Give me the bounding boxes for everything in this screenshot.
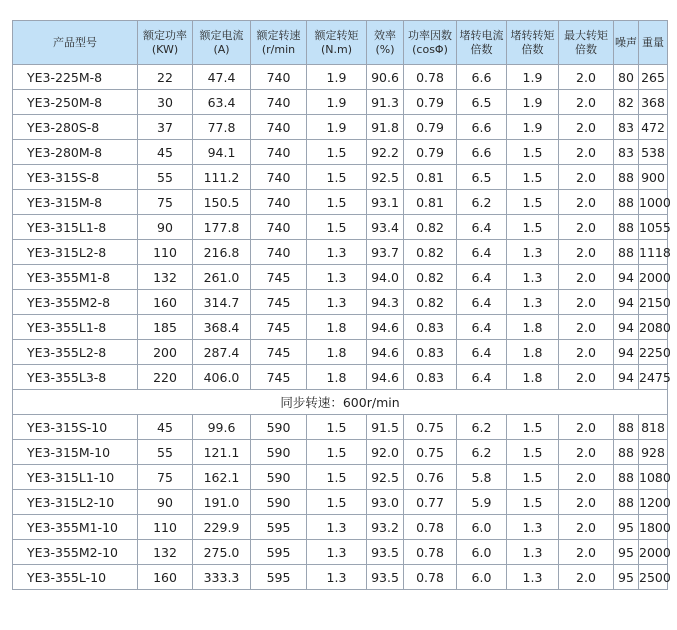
value-cell: 2.0 bbox=[559, 165, 614, 190]
value-cell: 1.3 bbox=[307, 565, 367, 590]
value-cell: 314.7 bbox=[193, 290, 251, 315]
value-cell: 94.3 bbox=[367, 290, 404, 315]
value-cell: 95 bbox=[614, 540, 639, 565]
model-cell: YE3-355M1-10 bbox=[13, 515, 138, 540]
value-cell: 45 bbox=[138, 415, 193, 440]
value-cell: 216.8 bbox=[193, 240, 251, 265]
value-cell: 2.0 bbox=[559, 190, 614, 215]
value-cell: 1000 bbox=[639, 190, 668, 215]
table-row bbox=[13, 515, 668, 540]
value-cell: 47.4 bbox=[193, 65, 251, 90]
value-cell: 261.0 bbox=[193, 265, 251, 290]
value-cell: 6.0 bbox=[457, 515, 507, 540]
value-cell: 177.8 bbox=[193, 215, 251, 240]
model-cell: YE3-280M-8 bbox=[13, 140, 138, 165]
value-cell: 2250 bbox=[639, 340, 668, 365]
column-header bbox=[251, 21, 307, 65]
model-cell: YE3-315M-8 bbox=[13, 190, 138, 215]
value-cell: 745 bbox=[251, 315, 307, 340]
column-header bbox=[13, 21, 138, 65]
column-header-text: (%) bbox=[375, 42, 395, 56]
model-cell: YE3-355L1-8 bbox=[13, 315, 138, 340]
value-cell: 1.5 bbox=[507, 165, 559, 190]
value-cell: 1.5 bbox=[307, 465, 367, 490]
value-cell: 0.83 bbox=[404, 340, 457, 365]
value-cell: 1.5 bbox=[507, 415, 559, 440]
value-cell: 740 bbox=[251, 215, 307, 240]
column-header bbox=[639, 21, 668, 65]
value-cell: 94 bbox=[614, 315, 639, 340]
value-cell: 110 bbox=[138, 515, 193, 540]
section-title: 同步转速：600r/min bbox=[13, 390, 668, 415]
table-row bbox=[13, 440, 668, 465]
value-cell: 595 bbox=[251, 565, 307, 590]
value-cell: 472 bbox=[639, 115, 668, 140]
value-cell: 1.3 bbox=[307, 240, 367, 265]
model-cell: YE3-315S-8 bbox=[13, 165, 138, 190]
value-cell: 368.4 bbox=[193, 315, 251, 340]
value-cell: 2.0 bbox=[559, 540, 614, 565]
value-cell: 93.2 bbox=[367, 515, 404, 540]
value-cell: 94.6 bbox=[367, 315, 404, 340]
value-cell: 1.3 bbox=[507, 540, 559, 565]
value-cell: 1.5 bbox=[307, 165, 367, 190]
value-cell: 94 bbox=[614, 265, 639, 290]
table-body bbox=[13, 65, 671, 590]
value-cell: 2.0 bbox=[559, 290, 614, 315]
value-cell: 0.82 bbox=[404, 240, 457, 265]
value-cell: 82 bbox=[614, 90, 639, 115]
value-cell: 0.78 bbox=[404, 65, 457, 90]
value-cell: 220 bbox=[138, 365, 193, 390]
value-cell: 1.5 bbox=[507, 215, 559, 240]
value-cell: 88 bbox=[614, 440, 639, 465]
value-cell: 1.5 bbox=[307, 440, 367, 465]
value-cell: 740 bbox=[251, 240, 307, 265]
value-cell: 1.8 bbox=[507, 365, 559, 390]
value-cell: 94.0 bbox=[367, 265, 404, 290]
value-cell: 2.0 bbox=[559, 340, 614, 365]
value-cell: 1800 bbox=[639, 515, 668, 540]
value-cell: 111.2 bbox=[193, 165, 251, 190]
value-cell: 740 bbox=[251, 190, 307, 215]
value-cell: 287.4 bbox=[193, 340, 251, 365]
model-cell: YE3-315M-10 bbox=[13, 440, 138, 465]
value-cell: 55 bbox=[138, 165, 193, 190]
value-cell: 745 bbox=[251, 340, 307, 365]
value-cell: 2.0 bbox=[559, 90, 614, 115]
column-header bbox=[507, 21, 559, 65]
column-header-text: 额定功率 bbox=[143, 28, 187, 42]
table-row bbox=[13, 265, 668, 290]
model-cell: YE3-315S-10 bbox=[13, 415, 138, 440]
value-cell: 95 bbox=[614, 565, 639, 590]
table-row bbox=[13, 215, 668, 240]
value-cell: 275.0 bbox=[193, 540, 251, 565]
value-cell: 740 bbox=[251, 115, 307, 140]
column-header-text: 额定转速 bbox=[256, 28, 301, 42]
value-cell: 94 bbox=[614, 340, 639, 365]
value-cell: 595 bbox=[251, 515, 307, 540]
model-cell: YE3-315L2-10 bbox=[13, 490, 138, 515]
column-header-text: (KW) bbox=[151, 42, 179, 56]
value-cell: 22 bbox=[138, 65, 193, 90]
column-header bbox=[307, 21, 367, 65]
model-cell: YE3-315L1-8 bbox=[13, 215, 138, 240]
value-cell: 2000 bbox=[639, 265, 668, 290]
model-cell: YE3-315L1-10 bbox=[13, 465, 138, 490]
column-header-text: (A) bbox=[213, 42, 230, 56]
value-cell: 2.0 bbox=[559, 565, 614, 590]
value-cell: 6.4 bbox=[457, 315, 507, 340]
table-row bbox=[13, 115, 668, 140]
value-cell: 2.0 bbox=[559, 515, 614, 540]
value-cell: 94 bbox=[614, 365, 639, 390]
column-header-text: 倍数 bbox=[470, 42, 493, 56]
column-header-text: 额定电流 bbox=[199, 28, 244, 42]
value-cell: 2.0 bbox=[559, 65, 614, 90]
value-cell: 90 bbox=[138, 490, 193, 515]
value-cell: 1.9 bbox=[507, 115, 559, 140]
table-row bbox=[13, 490, 668, 515]
value-cell: 94.1 bbox=[193, 140, 251, 165]
value-cell: 6.4 bbox=[457, 265, 507, 290]
column-header-text: 功率因数 bbox=[408, 28, 452, 42]
value-cell: 150.5 bbox=[193, 190, 251, 215]
value-cell: 75 bbox=[138, 190, 193, 215]
value-cell: 1.3 bbox=[307, 290, 367, 315]
column-header-text: 额定转矩 bbox=[314, 28, 359, 42]
value-cell: 1.5 bbox=[307, 190, 367, 215]
column-header-text: 重量 bbox=[642, 35, 664, 49]
column-header-text: 堵转转矩 bbox=[510, 28, 555, 42]
value-cell: 0.75 bbox=[404, 440, 457, 465]
model-cell: YE3-250M-8 bbox=[13, 90, 138, 115]
value-cell: 110 bbox=[138, 240, 193, 265]
column-header-text: (r/min bbox=[261, 42, 296, 56]
value-cell: 1.9 bbox=[307, 65, 367, 90]
value-cell: 0.79 bbox=[404, 90, 457, 115]
value-cell: 94 bbox=[614, 290, 639, 315]
table-row bbox=[13, 190, 668, 215]
value-cell: 1.5 bbox=[307, 215, 367, 240]
value-cell: 200 bbox=[138, 340, 193, 365]
table-row bbox=[13, 65, 668, 90]
value-cell: 1.5 bbox=[307, 140, 367, 165]
value-cell: 818 bbox=[639, 415, 668, 440]
value-cell: 590 bbox=[251, 415, 307, 440]
value-cell: 6.4 bbox=[457, 340, 507, 365]
value-cell: 1.3 bbox=[307, 515, 367, 540]
value-cell: 160 bbox=[138, 290, 193, 315]
value-cell: 88 bbox=[614, 415, 639, 440]
motor-spec-table bbox=[12, 20, 671, 590]
value-cell: 1.3 bbox=[507, 240, 559, 265]
value-cell: 37 bbox=[138, 115, 193, 140]
value-cell: 6.4 bbox=[457, 290, 507, 315]
value-cell: 590 bbox=[251, 440, 307, 465]
value-cell: 45 bbox=[138, 140, 193, 165]
value-cell: 1080 bbox=[639, 465, 668, 490]
value-cell: 132 bbox=[138, 265, 193, 290]
value-cell: 2.0 bbox=[559, 140, 614, 165]
value-cell: 90.6 bbox=[367, 65, 404, 90]
column-header-text: 倍数 bbox=[575, 42, 597, 56]
column-header bbox=[614, 21, 639, 65]
column-header-text: 产品型号 bbox=[53, 35, 97, 49]
value-cell: 0.82 bbox=[404, 290, 457, 315]
model-cell: YE3-315L2-8 bbox=[13, 240, 138, 265]
value-cell: 92.5 bbox=[367, 465, 404, 490]
value-cell: 0.83 bbox=[404, 365, 457, 390]
value-cell: 1.9 bbox=[507, 90, 559, 115]
table-row bbox=[13, 540, 668, 565]
table-row bbox=[13, 465, 668, 490]
value-cell: 1.3 bbox=[507, 565, 559, 590]
model-cell: YE3-355L3-8 bbox=[13, 365, 138, 390]
value-cell: 0.75 bbox=[404, 415, 457, 440]
column-header-text: 效率 bbox=[374, 28, 396, 42]
value-cell: 2500 bbox=[639, 565, 668, 590]
value-cell: 368 bbox=[639, 90, 668, 115]
value-cell: 6.6 bbox=[457, 65, 507, 90]
model-cell: YE3-355M1-8 bbox=[13, 265, 138, 290]
model-cell: YE3-355M2-8 bbox=[13, 290, 138, 315]
value-cell: 1.5 bbox=[507, 190, 559, 215]
value-cell: 406.0 bbox=[193, 365, 251, 390]
value-cell: 1.3 bbox=[507, 515, 559, 540]
value-cell: 0.76 bbox=[404, 465, 457, 490]
value-cell: 1.8 bbox=[507, 340, 559, 365]
value-cell: 6.0 bbox=[457, 540, 507, 565]
model-cell: YE3-225M-8 bbox=[13, 65, 138, 90]
value-cell: 1.8 bbox=[507, 315, 559, 340]
value-cell: 93.7 bbox=[367, 240, 404, 265]
value-cell: 185 bbox=[138, 315, 193, 340]
value-cell: 595 bbox=[251, 540, 307, 565]
table-row bbox=[13, 140, 668, 165]
value-cell: 2.0 bbox=[559, 465, 614, 490]
value-cell: 91.3 bbox=[367, 90, 404, 115]
value-cell: 2.0 bbox=[559, 240, 614, 265]
section-row bbox=[13, 390, 668, 415]
value-cell: 928 bbox=[639, 440, 668, 465]
value-cell: 740 bbox=[251, 165, 307, 190]
value-cell: 6.4 bbox=[457, 240, 507, 265]
value-cell: 30 bbox=[138, 90, 193, 115]
value-cell: 1.5 bbox=[307, 415, 367, 440]
value-cell: 5.9 bbox=[457, 490, 507, 515]
value-cell: 6.2 bbox=[457, 440, 507, 465]
column-header bbox=[559, 21, 614, 65]
table-row bbox=[13, 315, 668, 340]
column-header bbox=[193, 21, 251, 65]
value-cell: 91.5 bbox=[367, 415, 404, 440]
value-cell: 1.8 bbox=[307, 365, 367, 390]
value-cell: 1.9 bbox=[307, 115, 367, 140]
value-cell: 0.83 bbox=[404, 315, 457, 340]
table-header bbox=[13, 21, 668, 65]
value-cell: 333.3 bbox=[193, 565, 251, 590]
column-header bbox=[138, 21, 193, 65]
table-row bbox=[13, 290, 668, 315]
model-cell: YE3-355L-10 bbox=[13, 565, 138, 590]
value-cell: 2.0 bbox=[559, 440, 614, 465]
value-cell: 0.82 bbox=[404, 265, 457, 290]
value-cell: 92.5 bbox=[367, 165, 404, 190]
value-cell: 6.0 bbox=[457, 565, 507, 590]
value-cell: 88 bbox=[614, 465, 639, 490]
value-cell: 265 bbox=[639, 65, 668, 90]
value-cell: 229.9 bbox=[193, 515, 251, 540]
value-cell: 6.2 bbox=[457, 190, 507, 215]
value-cell: 55 bbox=[138, 440, 193, 465]
table-row bbox=[13, 240, 668, 265]
value-cell: 99.6 bbox=[193, 415, 251, 440]
value-cell: 740 bbox=[251, 140, 307, 165]
value-cell: 94.6 bbox=[367, 340, 404, 365]
value-cell: 2.0 bbox=[559, 115, 614, 140]
value-cell: 1.5 bbox=[307, 490, 367, 515]
value-cell: 1.3 bbox=[507, 290, 559, 315]
column-header-text: 噪声 bbox=[615, 35, 637, 49]
value-cell: 93.0 bbox=[367, 490, 404, 515]
column-header-text: 最大转矩 bbox=[564, 28, 608, 42]
header-row bbox=[13, 21, 668, 65]
column-header-text: (N.m) bbox=[320, 42, 353, 56]
value-cell: 0.81 bbox=[404, 190, 457, 215]
value-cell: 83 bbox=[614, 115, 639, 140]
table-row bbox=[13, 165, 668, 190]
value-cell: 63.4 bbox=[193, 90, 251, 115]
value-cell: 92.2 bbox=[367, 140, 404, 165]
value-cell: 91.8 bbox=[367, 115, 404, 140]
value-cell: 6.6 bbox=[457, 115, 507, 140]
value-cell: 1.5 bbox=[507, 440, 559, 465]
value-cell: 1.5 bbox=[507, 140, 559, 165]
value-cell: 6.6 bbox=[457, 140, 507, 165]
value-cell: 745 bbox=[251, 365, 307, 390]
column-header bbox=[457, 21, 507, 65]
value-cell: 6.5 bbox=[457, 165, 507, 190]
value-cell: 88 bbox=[614, 215, 639, 240]
value-cell: 590 bbox=[251, 490, 307, 515]
value-cell: 2.0 bbox=[559, 415, 614, 440]
value-cell: 77.8 bbox=[193, 115, 251, 140]
value-cell: 88 bbox=[614, 490, 639, 515]
value-cell: 90 bbox=[138, 215, 193, 240]
value-cell: 1.5 bbox=[507, 465, 559, 490]
column-header bbox=[404, 21, 457, 65]
value-cell: 93.4 bbox=[367, 215, 404, 240]
table-row bbox=[13, 365, 668, 390]
value-cell: 162.1 bbox=[193, 465, 251, 490]
value-cell: 2.0 bbox=[559, 490, 614, 515]
value-cell: 1118 bbox=[639, 240, 668, 265]
value-cell: 740 bbox=[251, 90, 307, 115]
model-cell: YE3-280S-8 bbox=[13, 115, 138, 140]
value-cell: 2.0 bbox=[559, 265, 614, 290]
value-cell: 1.8 bbox=[307, 315, 367, 340]
value-cell: 93.1 bbox=[367, 190, 404, 215]
value-cell: 0.78 bbox=[404, 515, 457, 540]
value-cell: 160 bbox=[138, 565, 193, 590]
value-cell: 93.5 bbox=[367, 565, 404, 590]
value-cell: 0.78 bbox=[404, 565, 457, 590]
value-cell: 80 bbox=[614, 65, 639, 90]
value-cell: 94.6 bbox=[367, 365, 404, 390]
value-cell: 92.0 bbox=[367, 440, 404, 465]
value-cell: 0.79 bbox=[404, 115, 457, 140]
value-cell: 590 bbox=[251, 465, 307, 490]
value-cell: 1.9 bbox=[307, 90, 367, 115]
value-cell: 1.3 bbox=[507, 265, 559, 290]
model-cell: YE3-355M2-10 bbox=[13, 540, 138, 565]
value-cell: 745 bbox=[251, 265, 307, 290]
value-cell: 132 bbox=[138, 540, 193, 565]
value-cell: 0.77 bbox=[404, 490, 457, 515]
value-cell: 1.3 bbox=[307, 540, 367, 565]
value-cell: 538 bbox=[639, 140, 668, 165]
value-cell: 900 bbox=[639, 165, 668, 190]
column-header bbox=[367, 21, 404, 65]
value-cell: 1200 bbox=[639, 490, 668, 515]
value-cell: 2475 bbox=[639, 365, 668, 390]
value-cell: 121.1 bbox=[193, 440, 251, 465]
value-cell: 2.0 bbox=[559, 365, 614, 390]
column-header-text: 倍数 bbox=[521, 42, 544, 56]
value-cell: 1.3 bbox=[307, 265, 367, 290]
value-cell: 0.79 bbox=[404, 140, 457, 165]
value-cell: 6.2 bbox=[457, 415, 507, 440]
value-cell: 83 bbox=[614, 140, 639, 165]
value-cell: 740 bbox=[251, 65, 307, 90]
value-cell: 0.81 bbox=[404, 165, 457, 190]
value-cell: 2.0 bbox=[559, 315, 614, 340]
value-cell: 75 bbox=[138, 465, 193, 490]
column-header-text: 堵转电流 bbox=[459, 28, 504, 42]
value-cell: 191.0 bbox=[193, 490, 251, 515]
table-row bbox=[13, 415, 668, 440]
value-cell: 93.5 bbox=[367, 540, 404, 565]
value-cell: 2.0 bbox=[559, 215, 614, 240]
value-cell: 88 bbox=[614, 190, 639, 215]
value-cell: 95 bbox=[614, 515, 639, 540]
value-cell: 745 bbox=[251, 290, 307, 315]
value-cell: 5.8 bbox=[457, 465, 507, 490]
value-cell: 1055 bbox=[639, 215, 668, 240]
table-row bbox=[13, 565, 668, 590]
value-cell: 88 bbox=[614, 240, 639, 265]
value-cell: 6.5 bbox=[457, 90, 507, 115]
table-row bbox=[13, 340, 668, 365]
value-cell: 88 bbox=[614, 165, 639, 190]
value-cell: 6.4 bbox=[457, 365, 507, 390]
value-cell: 2000 bbox=[639, 540, 668, 565]
column-header-text: (cosΦ) bbox=[412, 42, 448, 56]
value-cell: 0.78 bbox=[404, 540, 457, 565]
value-cell: 2150 bbox=[639, 290, 668, 315]
model-cell: YE3-355L2-8 bbox=[13, 340, 138, 365]
value-cell: 1.8 bbox=[307, 340, 367, 365]
value-cell: 1.9 bbox=[507, 65, 559, 90]
value-cell: 1.5 bbox=[507, 490, 559, 515]
value-cell: 6.4 bbox=[457, 215, 507, 240]
value-cell: 2080 bbox=[639, 315, 668, 340]
table-row bbox=[13, 90, 668, 115]
value-cell: 0.82 bbox=[404, 215, 457, 240]
